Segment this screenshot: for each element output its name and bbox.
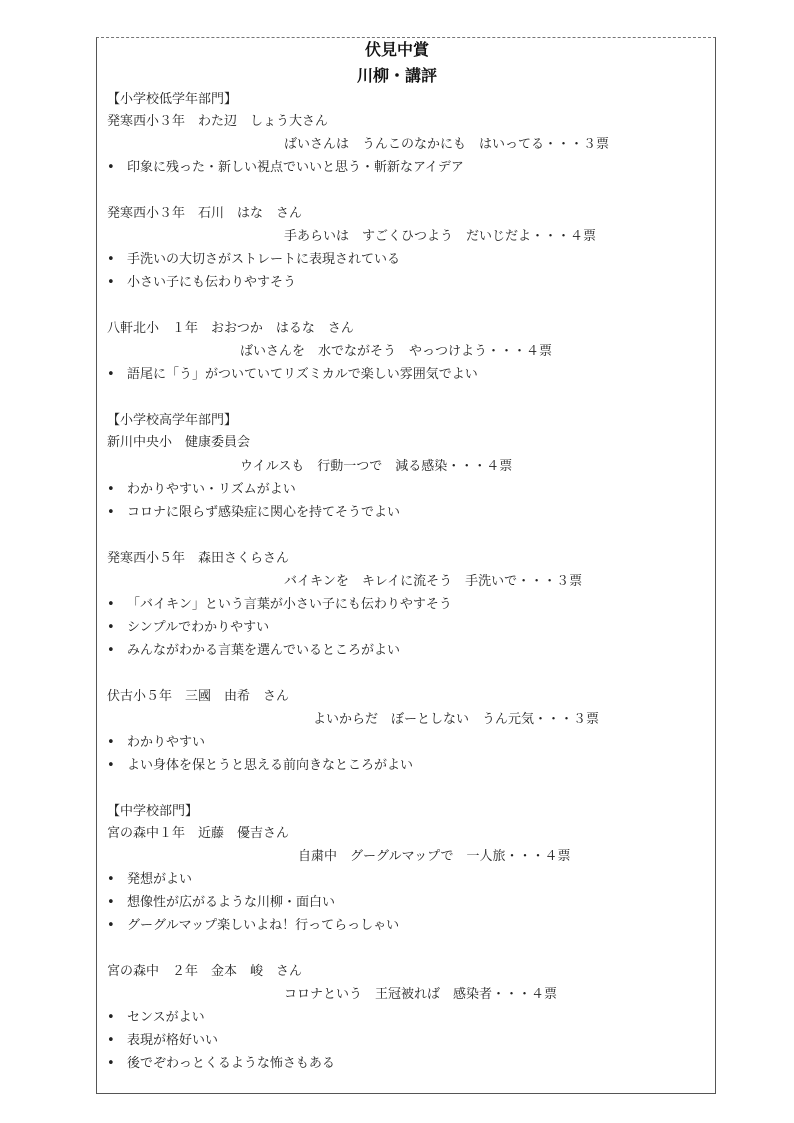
bullet-icon: • — [107, 758, 115, 773]
comment-item — [107, 894, 336, 912]
entry-poem: ウイルスも 行動一つで 減る感染・・・４票 — [240, 459, 513, 474]
comment-text: 後でぞわっとくるような怖さもある — [127, 1056, 335, 1071]
entry-poem: ばいさんを 水でながそう やっつけよう・・・４票 — [240, 344, 553, 359]
comment-text: コロナに限らず感染症に関心を持てそうでよい — [127, 505, 401, 520]
comment-item — [107, 596, 452, 614]
comment-item — [107, 159, 464, 177]
bullet-icon: • — [107, 643, 115, 658]
comment-item — [107, 917, 400, 935]
bullet-icon: • — [107, 1056, 115, 1071]
comment-item — [107, 504, 401, 522]
bullet-icon: • — [107, 1010, 115, 1025]
comment-item — [107, 734, 206, 752]
bullet-icon: • — [107, 735, 115, 750]
page-title: 伏見中賞 — [364, 40, 429, 59]
bullet-icon: • — [107, 1033, 115, 1048]
entry-author: 宮の森中１年 近藤 優吉さん — [107, 826, 290, 841]
comment-item — [107, 1055, 335, 1073]
comment-item — [107, 274, 297, 292]
comment-item — [107, 757, 414, 775]
comment-text: グーグルマップ楽しいよね！行ってらっしゃい — [127, 918, 400, 933]
comment-text: 語尾に「う」がついていてリズミカルで楽しい雰囲気でよい — [127, 367, 478, 382]
comment-text: 「バイキン」という言葉が小さい子にも伝わりやすそう — [127, 597, 452, 612]
entry-author: 新川中央小 健康委員会 — [107, 435, 251, 450]
page-subtitle: 川柳・講評 — [356, 66, 437, 85]
section-heading: 【小学校低学年部門】 — [107, 92, 238, 107]
entry-author: 宮の森中 ２年 金本 峻 さん — [107, 964, 303, 979]
bullet-icon: • — [107, 160, 115, 175]
comment-text: 表現が格好いい — [127, 1033, 219, 1048]
comment-text: みんながわかる言葉を選んでいるところがよい — [127, 643, 401, 658]
bullet-icon: • — [107, 872, 115, 887]
section-heading: 【中学校部門】 — [107, 804, 199, 819]
entry-author: 発寒西小３年 石川 はな さん — [107, 206, 303, 221]
entry-poem: コロナという 王冠被れば 感染者・・・４票 — [284, 987, 558, 1002]
bullet-icon: • — [107, 367, 115, 382]
bullet-icon: • — [107, 895, 115, 910]
entry-poem: バイキンを キレイに流そう 手洗いで・・・３票 — [284, 574, 583, 589]
comment-text: センスがよい — [127, 1010, 205, 1025]
comment-text: わかりやすい・リズムがよい — [127, 482, 296, 497]
comment-text: 想像性が広がるような川柳・面白い — [127, 895, 336, 910]
bullet-icon: • — [107, 482, 115, 497]
bullet-icon: • — [107, 620, 115, 635]
comment-text: 小さい子にも伝わりやすそう — [127, 275, 297, 290]
bullet-icon: • — [107, 275, 115, 290]
comment-text: よい身体を保とうと思える前向きなところがよい — [127, 758, 414, 773]
bullet-icon: • — [107, 252, 115, 267]
comment-text: 印象に残った・新しい視点でいいと思う・斬新なアイデア — [127, 160, 464, 175]
comment-item — [107, 619, 270, 637]
comment-item — [107, 481, 296, 499]
comment-item — [107, 366, 478, 384]
entry-author: 八軒北小 １年 おおつか はるな さん — [107, 321, 354, 336]
comment-item — [107, 1032, 219, 1050]
comment-item — [107, 642, 401, 660]
entry-author: 伏古小５年 三國 由希 さん — [107, 689, 290, 704]
entry-poem: 自粛中 グーグルマップで 一人旅・・・４票 — [298, 849, 571, 864]
comment-text: わかりやすい — [127, 735, 206, 750]
bullet-icon: • — [107, 597, 115, 612]
comment-item — [107, 251, 401, 269]
entry-author: 発寒西小３年 わた辺 しょう大さん — [107, 114, 329, 129]
entry-poem: ばいさんは うんこのなかにも はいってる・・・３票 — [284, 137, 610, 152]
comment-text: シンプルでわかりやすい — [127, 620, 270, 635]
comment-item — [107, 871, 193, 889]
comment-text: 手洗いの大切さがストレートに表現されている — [127, 252, 401, 267]
entry-poem: 手あらいは すごくひつよう だいじだよ・・・４票 — [284, 229, 597, 244]
comment-text: 発想がよい — [127, 872, 193, 887]
entry-author: 発寒西小５年 森田さくらさん — [107, 551, 290, 566]
entry-poem: よいからだ ぼーとしない うん元気・・・３票 — [313, 712, 600, 727]
comment-item — [107, 1009, 205, 1027]
bullet-icon: • — [107, 918, 115, 933]
section-heading: 【小学校高学年部門】 — [107, 413, 238, 428]
bullet-icon: • — [107, 505, 115, 520]
